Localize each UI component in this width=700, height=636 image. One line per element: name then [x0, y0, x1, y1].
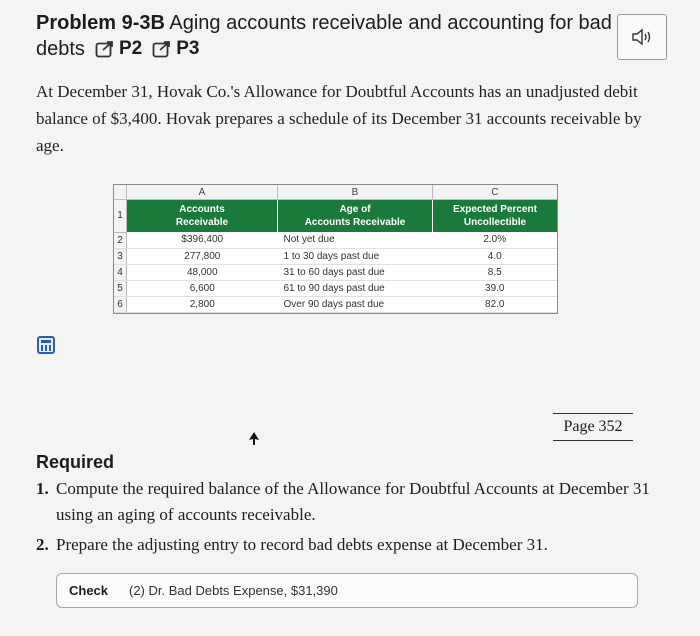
- table-row: [114, 296, 557, 312]
- intro-paragraph: At December 31, Hovak Co.'s Allowance for Doubtful Accounts has an unadjusted debit balance of $3,400. Hovak prepares a schedule of its December 31 accounts receivable by age.: [36, 82, 642, 155]
- cell-receivable: 2,800: [127, 296, 278, 312]
- cell-receivable: 6,600: [127, 280, 278, 296]
- cell-age: 31 to 60 days past due: [278, 264, 433, 280]
- title-text-line2: debts: [36, 38, 85, 60]
- header-age: Age of Accounts Receivable: [278, 200, 433, 233]
- table-row: [114, 248, 557, 264]
- audio-button[interactable]: [617, 14, 667, 60]
- cell-age: 1 to 30 days past due: [278, 248, 433, 264]
- header-expected-percent: Expected Percent Uncollectible: [433, 200, 558, 233]
- cell-age: Over 90 days past due: [278, 296, 433, 312]
- calculator-icon[interactable]: [37, 336, 55, 354]
- row-number: 1: [114, 200, 127, 233]
- page-reference: Page 352: [553, 413, 633, 441]
- cell-percent: 39.0: [433, 280, 558, 296]
- learning-objective-p3[interactable]: P3: [152, 36, 199, 62]
- row-number: 4: [114, 264, 127, 280]
- corner-cell: [114, 185, 127, 200]
- title-text-line1: Aging accounts receivable and accounting for bad: [169, 12, 612, 34]
- cell-receivable: 277,800: [127, 248, 278, 264]
- cell-receivable: 48,000: [127, 264, 278, 280]
- required-list: [36, 476, 656, 558]
- learning-objective-p2[interactable]: P2: [95, 36, 142, 62]
- cell-percent: 8.5: [433, 264, 558, 280]
- cell-receivable: $396,400: [127, 232, 278, 248]
- column-letter-a: A: [127, 185, 278, 200]
- row-number: 3: [114, 248, 127, 264]
- problem-id: Problem 9-3B: [36, 12, 165, 34]
- cell-age: 61 to 90 days past due: [278, 280, 433, 296]
- mouse-cursor-icon: [248, 432, 260, 446]
- problem-title: [36, 10, 611, 62]
- check-text: (2) Dr. Bad Debts Expense, $31,390: [129, 583, 338, 598]
- cell-percent: 82.0: [433, 296, 558, 312]
- row-number: 5: [114, 280, 127, 296]
- table-row: [114, 264, 557, 280]
- check-label: Check: [69, 583, 109, 598]
- table-row: [114, 232, 557, 248]
- list-item: 2. Prepare the adjusting entry to record bad debts expense at December 31.: [36, 535, 548, 554]
- cell-percent: 4.0: [433, 248, 558, 264]
- cell-age: Not yet due: [278, 232, 433, 248]
- external-link-icon: [95, 40, 115, 58]
- speaker-icon: [631, 28, 653, 46]
- column-letter-c: C: [433, 185, 558, 200]
- list-item: 1. Compute the required balance of the Allowance for Doubtful Accounts at December 31 using an aging of accounts receivable.: [36, 479, 650, 524]
- header-accounts-receivable: Accounts Receivable: [127, 200, 278, 233]
- column-letter-b: B: [278, 185, 433, 200]
- cell-percent: 2.0%: [433, 232, 558, 248]
- required-heading: Required: [36, 452, 115, 472]
- aging-schedule-spreadsheet: [113, 184, 558, 314]
- table-row: [114, 280, 557, 296]
- external-link-icon: [152, 40, 172, 58]
- row-number: 6: [114, 296, 127, 312]
- row-number: 2: [114, 232, 127, 248]
- check-figure-box: [56, 573, 638, 608]
